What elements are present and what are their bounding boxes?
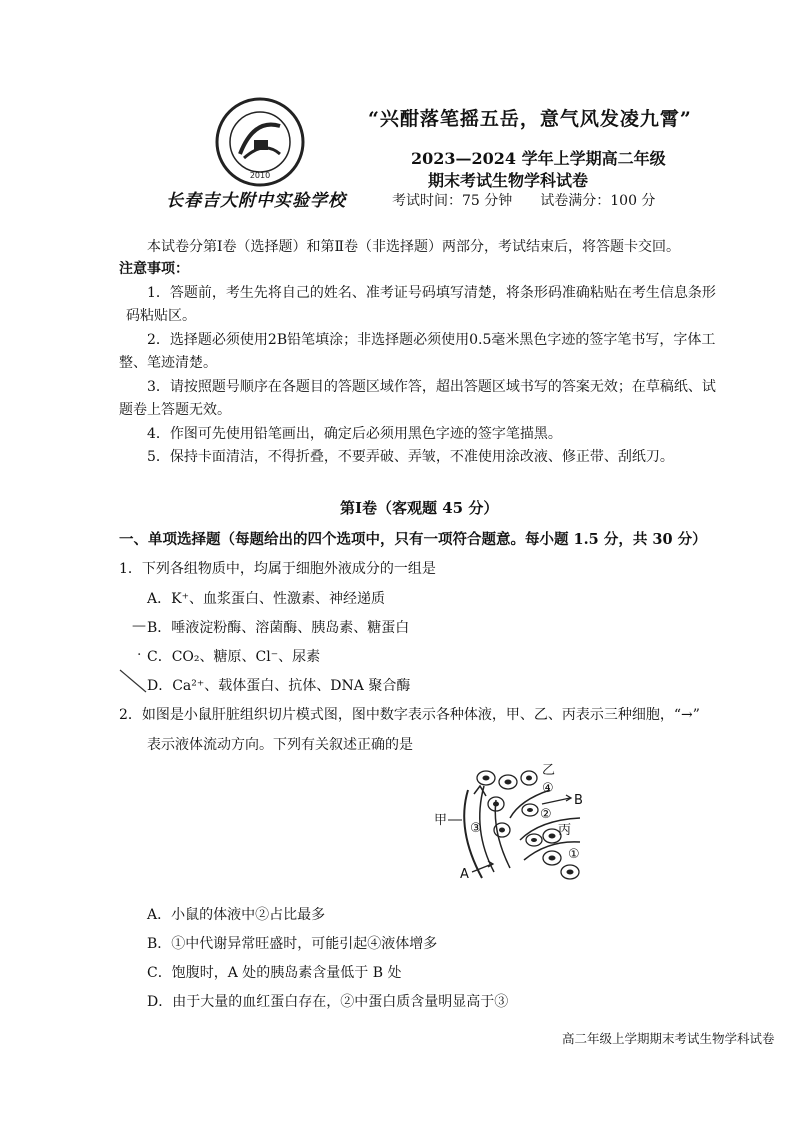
- q2-option-d: D．由于大量的血红蛋白存在，②中蛋白质含量明显高于③: [147, 994, 509, 1010]
- q1-option-b: B．唾液淀粉酶、溶菌酶、胰岛素、糖蛋白: [147, 620, 410, 636]
- note-line: 题卷上答题无效。: [119, 402, 231, 418]
- pen-mark: —: [132, 618, 146, 634]
- label-yi: 乙: [542, 763, 556, 778]
- q1-option-c: C．CO₂、糖原、Cl⁻、尿素: [147, 649, 321, 665]
- page-footer: 高二年级上学期期末考试生物学科试卷: [562, 1031, 775, 1046]
- exam-meta: [392, 190, 683, 210]
- liver-tissue-diagram: [430, 760, 600, 880]
- label-1: ①: [568, 847, 580, 862]
- note-line: 2．选择题必须使用2B铅笔填涂；非选择题必须使用0.5毫米黑色字迹的签字笔书写，字体工: [147, 332, 716, 348]
- full-score: 试卷满分：100 分: [540, 193, 656, 209]
- label-a: A: [460, 867, 469, 880]
- label-bing: 丙: [558, 823, 572, 838]
- label-3: ③: [470, 821, 482, 836]
- note-line: 码粘贴区。: [126, 308, 196, 324]
- note-line: 整、笔迹清楚。: [119, 355, 217, 371]
- q2-option-c: C．饱腹时，A 处的胰岛素含量低于 B 处: [147, 965, 402, 981]
- school-logo: [214, 96, 306, 188]
- q2-stem-line1: 2．如图是小鼠肝脏组织切片模式图，图中数字表示各种体液，甲、乙、丙表示三种细胞，“→”: [119, 707, 700, 723]
- q1-option-a: A．K⁺、血浆蛋白、性激素、神经递质: [147, 591, 385, 607]
- label-4: ④: [542, 781, 554, 796]
- logo-year: 2010: [249, 171, 271, 180]
- note-line: 1．答题前，考生先将自己的姓名、准考证号码填写清楚，将条形码准确粘贴在考生信息条形: [147, 285, 716, 301]
- exam-term: 2023—2024 学年上学期高二年级: [411, 149, 666, 168]
- label-b: B: [574, 793, 583, 808]
- label-2: ②: [540, 807, 552, 822]
- section-heading: 一、单项选择题（每题给出的四个选项中，只有一项符合题意。每小题 1.5 分，共 30 分）: [119, 531, 707, 548]
- notes-title: 注意事项：: [119, 261, 189, 277]
- note-line: 4．作图可先使用铅笔画出，确定后必须用黑色字迹的签字笔描黑。: [147, 426, 562, 442]
- pen-stroke: [118, 668, 148, 694]
- school-name: 长春吉大附中实验学校: [166, 191, 346, 211]
- exam-time: 考试时间：75 分钟: [392, 193, 513, 209]
- note-line: 3．请按照题号顺序在各题目的答题区域作答，超出答题区域书写的答案无效；在草稿纸、试: [147, 379, 716, 395]
- intro-line: 本试卷分第Ⅰ卷（选择题）和第Ⅱ卷（非选择题）两部分，考试结束后，将答题卡交回。: [147, 239, 681, 255]
- q1-option-d: D．Ca²⁺、载体蛋白、抗体、DNA 聚合酶: [147, 678, 411, 694]
- label-jia: 甲: [434, 813, 448, 828]
- section-title: 第Ⅰ卷（客观题 45 分）: [340, 499, 499, 517]
- q2-stem-line2: 表示液体流动方向。下列有关叙述正确的是: [147, 737, 413, 753]
- q1-stem: 1．下列各组物质中，均属于细胞外液成分的一组是: [119, 561, 436, 577]
- pen-mark: ·: [137, 647, 142, 663]
- q2-option-a: A．小鼠的体液中②占比最多: [147, 907, 326, 923]
- note-line: 5．保持卡面清洁，不得折叠，不要弄破、弄皱，不准使用涂改液、修正带、刮纸刀。: [147, 449, 674, 465]
- exam-title: 期末考试生物学科试卷: [428, 171, 589, 190]
- q2-option-b: B．①中代谢异常旺盛时，可能引起④液体增多: [147, 936, 438, 952]
- exam-motto: “兴酣落笔摇五岳，意气风发凌九霄”: [368, 108, 692, 130]
